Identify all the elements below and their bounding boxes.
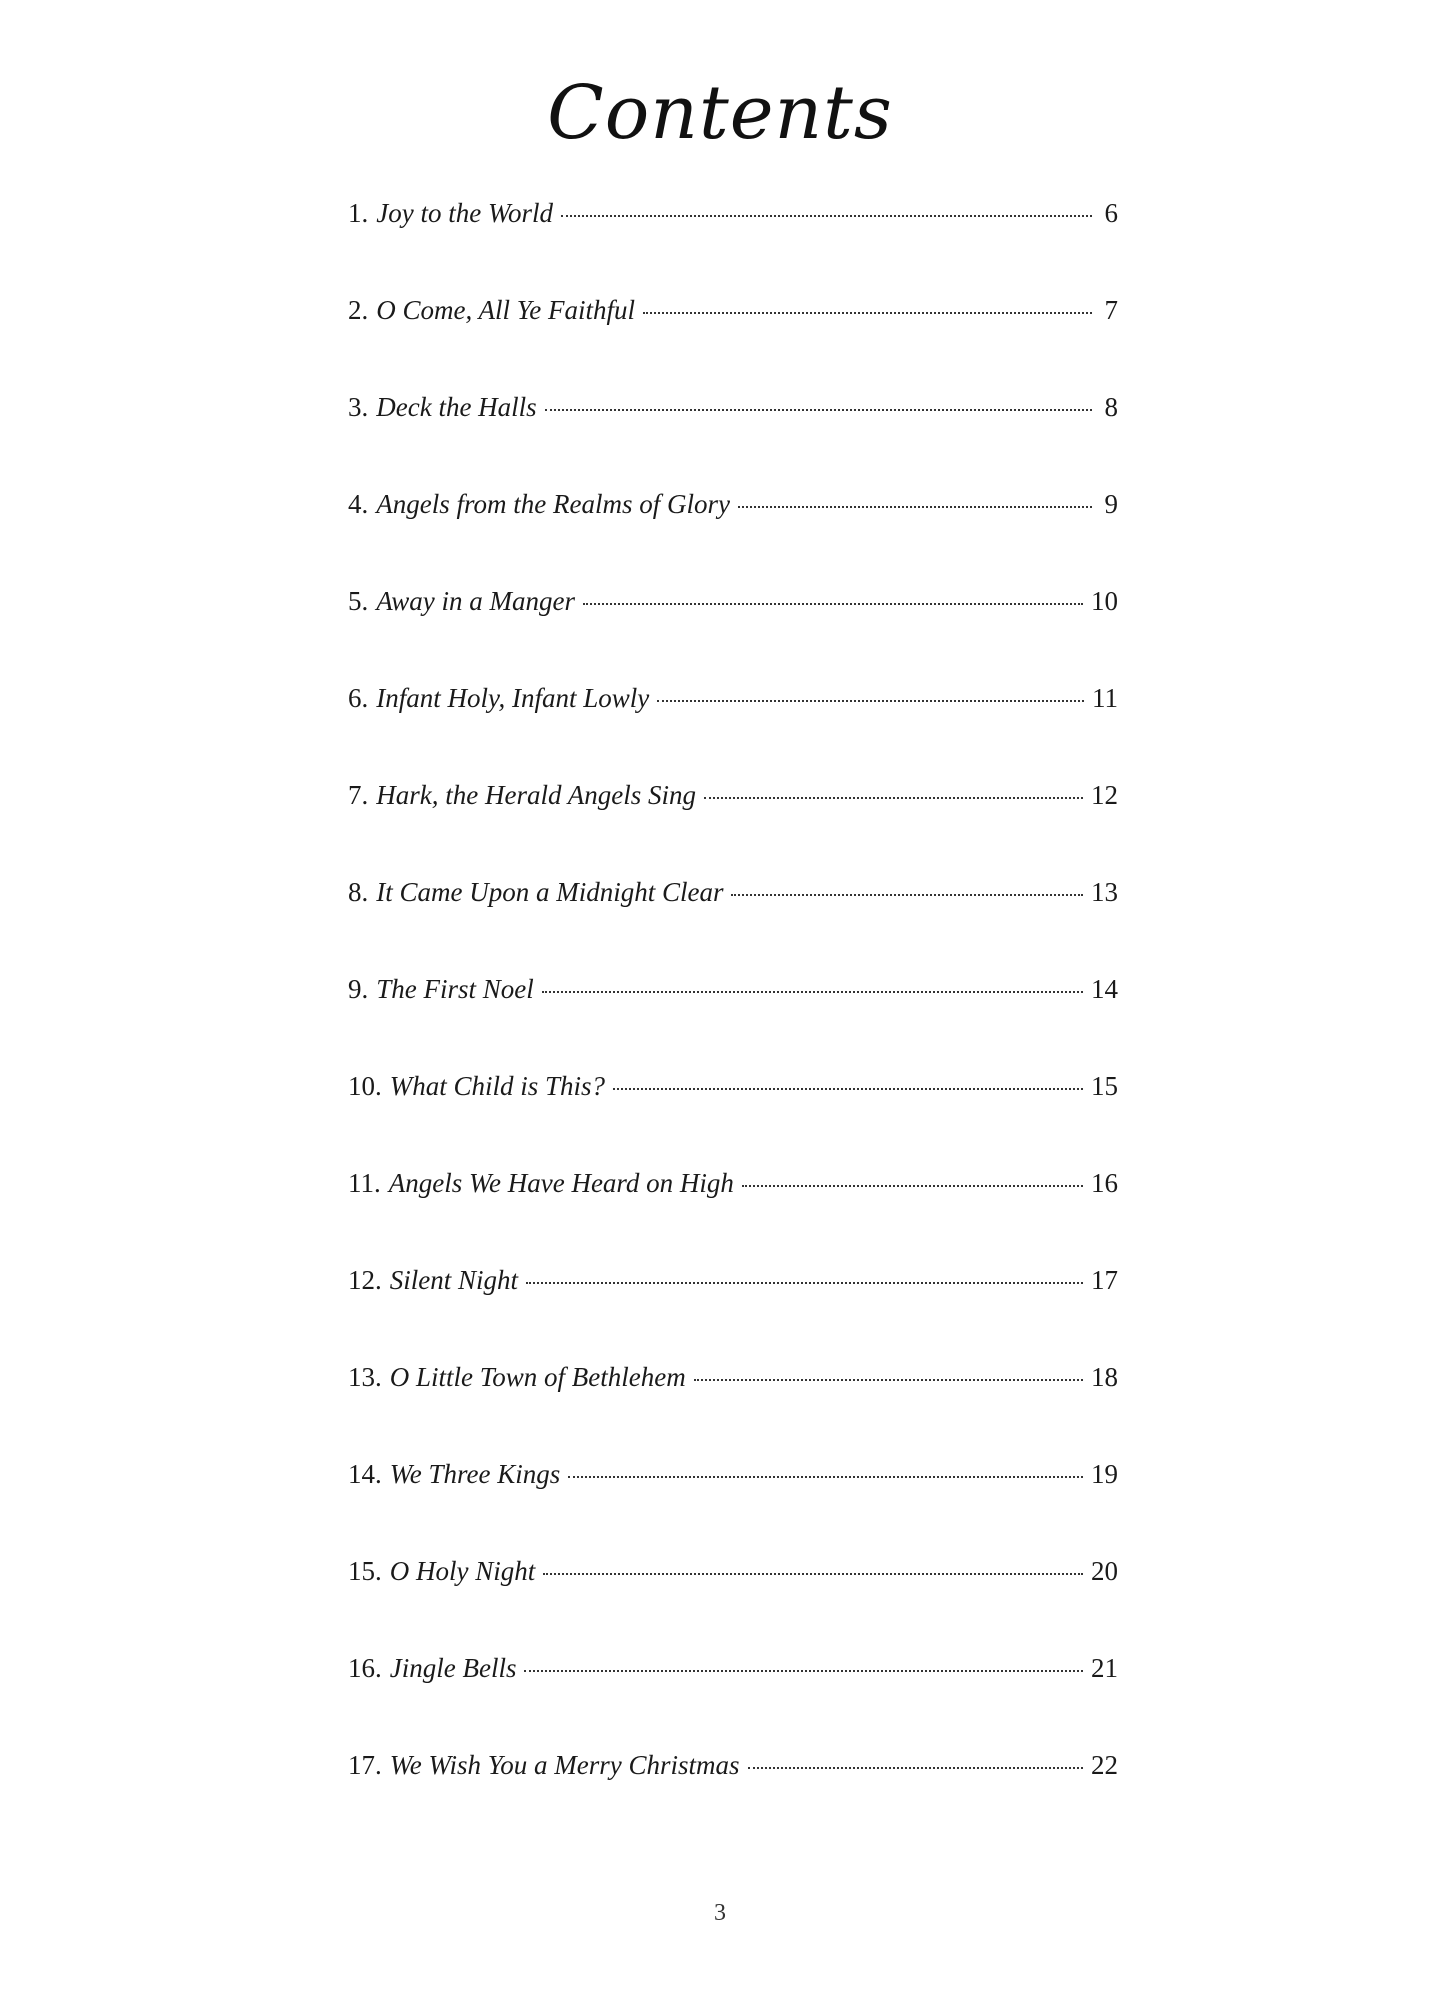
table-of-contents (348, 196, 1118, 1845)
entry-number: 14. (348, 1459, 382, 1489)
entry-number: 3. (348, 392, 369, 422)
dot-leader (526, 1282, 1083, 1284)
dot-leader (738, 506, 1092, 508)
entry-title: Joy to the World (376, 198, 553, 228)
entry-page-number: 17 (1091, 1265, 1118, 1295)
entry-title: Silent Night (389, 1265, 518, 1295)
entry-page-number: 6 (1104, 198, 1118, 228)
entry-page-number: 11 (1092, 683, 1118, 713)
toc-entry (348, 778, 1118, 875)
dot-leader (545, 409, 1092, 411)
entry-number: 1. (348, 198, 369, 228)
entry-number: 13. (348, 1362, 382, 1392)
dot-leader (543, 1573, 1083, 1575)
entry-page-number: 19 (1091, 1459, 1118, 1489)
entry-page-number: 16 (1091, 1168, 1118, 1198)
entry-page-number: 10 (1091, 586, 1118, 616)
dot-leader (613, 1088, 1083, 1090)
entry-number: 6. (348, 683, 369, 713)
entry-title: O Little Town of Bethlehem (389, 1362, 686, 1392)
entry-page-number: 9 (1104, 489, 1118, 519)
dot-leader (731, 894, 1083, 896)
entry-page-number: 18 (1091, 1362, 1118, 1392)
entry-title: We Wish You a Merry Christmas (389, 1750, 740, 1780)
toc-entry (348, 1263, 1118, 1360)
dot-leader (542, 991, 1083, 993)
entry-page-number: 8 (1104, 392, 1118, 422)
entry-page-number: 13 (1091, 877, 1118, 907)
dot-leader (524, 1670, 1083, 1672)
page-number: 3 (714, 1900, 726, 1926)
entry-number: 7. (348, 780, 369, 810)
entry-number: 11. (348, 1168, 381, 1198)
dot-leader (583, 603, 1083, 605)
entry-page-number: 22 (1091, 1750, 1118, 1780)
entry-page-number: 15 (1091, 1071, 1118, 1101)
toc-entry (348, 196, 1118, 293)
entry-title: It Came Upon a Midnight Clear (376, 877, 724, 907)
entry-number: 4. (348, 489, 369, 519)
entry-title: Deck the Halls (376, 392, 537, 422)
entry-number: 9. (348, 974, 369, 1004)
entry-page-number: 12 (1091, 780, 1118, 810)
toc-entry (348, 1457, 1118, 1554)
toc-entry (348, 1554, 1118, 1651)
entry-page-number: 7 (1104, 295, 1118, 325)
entry-title: Angels We Have Heard on High (388, 1168, 734, 1198)
toc-entry (348, 1166, 1118, 1263)
entry-title: Infant Holy, Infant Lowly (376, 683, 650, 713)
dot-leader (561, 215, 1092, 217)
page-title: Contents (547, 70, 893, 156)
entry-title: Angels from the Realms of Glory (376, 489, 730, 519)
entry-title: Jingle Bells (389, 1653, 517, 1683)
toc-entry (348, 293, 1118, 390)
entry-page-number: 20 (1091, 1556, 1118, 1586)
toc-entry (348, 972, 1118, 1069)
entry-title: Hark, the Herald Angels Sing (376, 780, 696, 810)
entry-number: 10. (348, 1071, 382, 1101)
toc-entry (348, 390, 1118, 487)
entry-title: The First Noel (376, 974, 534, 1004)
entry-number: 2. (348, 295, 369, 325)
dot-leader (704, 797, 1083, 799)
dot-leader (643, 312, 1092, 314)
dot-leader (742, 1185, 1083, 1187)
entry-page-number: 21 (1091, 1653, 1118, 1683)
entry-title: What Child is This? (389, 1071, 606, 1101)
entry-number: 16. (348, 1653, 382, 1683)
toc-entry (348, 487, 1118, 584)
entry-number: 17. (348, 1750, 382, 1780)
entry-title: O Holy Night (389, 1556, 536, 1586)
toc-entry (348, 681, 1118, 778)
dot-leader (694, 1379, 1083, 1381)
entry-number: 8. (348, 877, 369, 907)
entry-number: 5. (348, 586, 369, 616)
entry-page-number: 14 (1091, 974, 1118, 1004)
toc-entry (348, 1748, 1118, 1845)
toc-entry (348, 584, 1118, 681)
entry-title: We Three Kings (389, 1459, 561, 1489)
entry-title: Away in a Manger (376, 586, 575, 616)
dot-leader (748, 1767, 1083, 1769)
toc-entry (348, 1360, 1118, 1457)
dot-leader (568, 1476, 1083, 1478)
dot-leader (657, 700, 1084, 702)
entry-title: O Come, All Ye Faithful (376, 295, 636, 325)
toc-entry (348, 875, 1118, 972)
entry-number: 15. (348, 1556, 382, 1586)
entry-number: 12. (348, 1265, 382, 1295)
toc-entry (348, 1651, 1118, 1748)
toc-entry (348, 1069, 1118, 1166)
